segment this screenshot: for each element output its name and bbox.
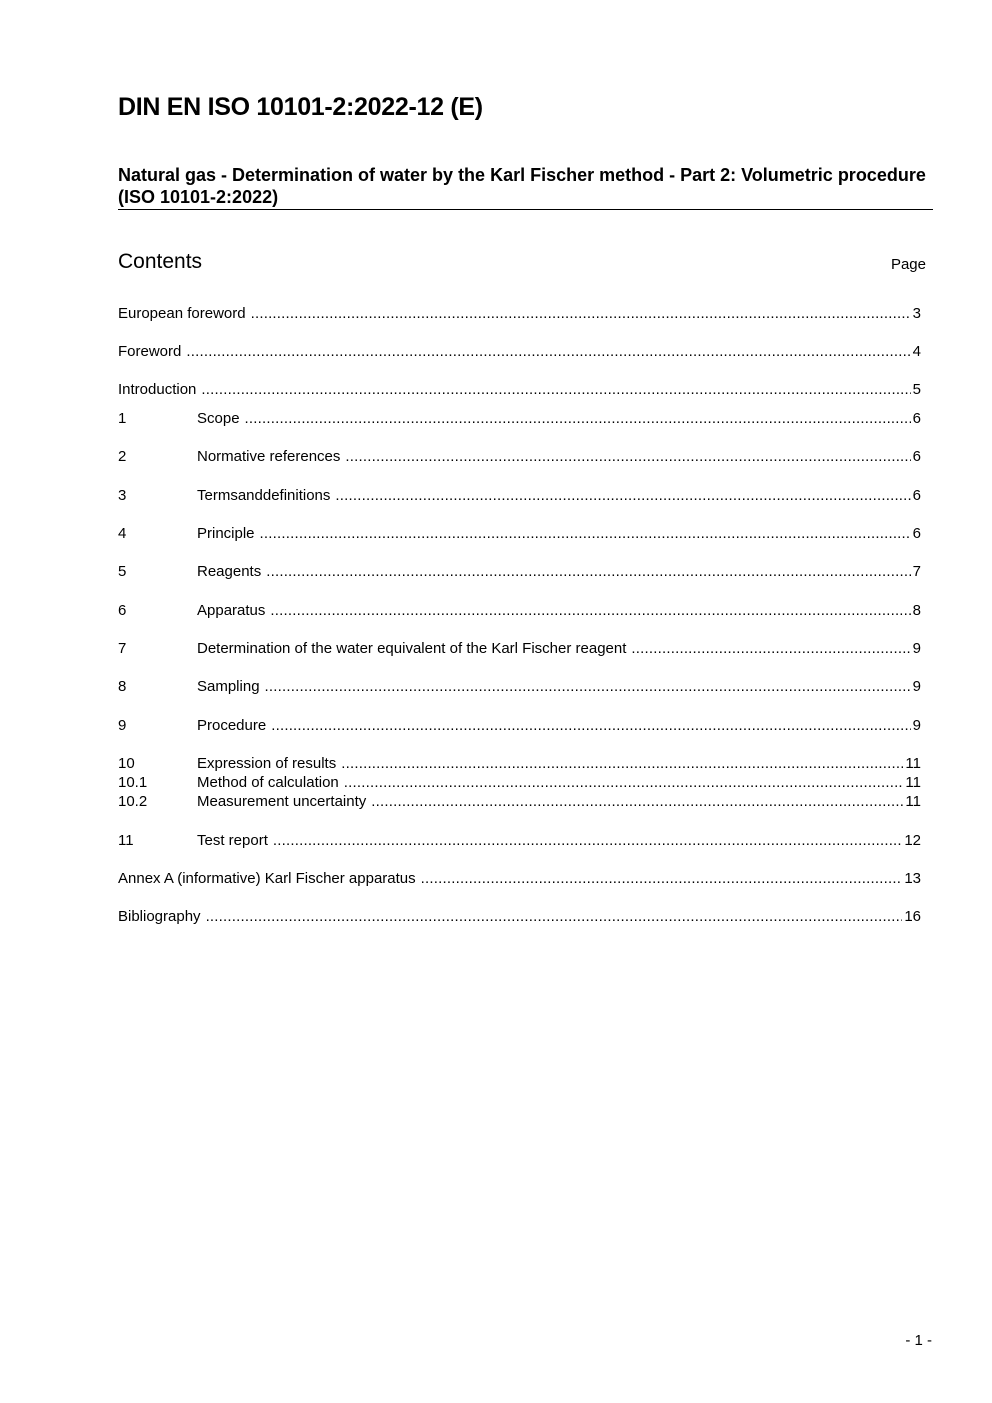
toc-entry-title: Termsanddefinitions [197,487,331,504]
toc-entry-page: 9 [912,678,921,695]
toc-entry-title: European foreword [118,305,246,322]
toc-leader-dots [421,869,903,889]
page-column-heading: Page [890,256,926,273]
toc-entry-number: 11 [118,832,134,849]
toc-entry-foreword[interactable] [118,342,921,362]
toc-leader-dots [251,304,911,324]
toc-entry-scope[interactable] [118,409,921,429]
contents-heading: Contents [118,250,203,273]
toc-entry-title: Determination of the water equivalent of the Karl Fischer reagent [197,640,627,657]
toc-entry-number: 5 [118,563,127,580]
toc-entry-page: 3 [912,305,921,322]
toc-entry-title: Method of calculation [197,774,339,791]
toc-entry-title: Procedure [197,717,267,734]
toc-entry-test-report[interactable] [118,831,921,851]
toc-entry-title: Bibliography [118,908,201,925]
toc-entry-page: 16 [904,908,921,925]
toc-entry-title: Introduction [118,381,197,398]
toc-leader-dots [271,716,910,736]
toc-entry-number: 3 [118,487,127,504]
toc-entry-page: 5 [912,381,921,398]
toc-entry-page: 11 [905,774,921,791]
toc-entry-title: Reagents [197,563,262,580]
toc-entry-principle[interactable] [118,524,921,544]
toc-leader-dots [371,792,903,812]
toc-leader-dots [265,677,911,697]
toc-entry-page: 9 [912,640,921,657]
toc-entry-page: 7 [912,563,921,580]
toc-entry-page: 4 [912,343,921,360]
toc-entry-introduction[interactable] [118,380,921,400]
toc-entry-page: 6 [912,448,921,465]
toc-entry-normative-references[interactable] [118,447,921,467]
toc-entry-title: Sampling [197,678,260,695]
toc-leader-dots [206,907,903,927]
toc-entry-number: 10 [118,755,135,772]
toc-entry-page: 11 [905,755,921,772]
toc-leader-dots [245,409,911,429]
toc-entry-title: Scope [197,410,240,427]
toc-entry-number: 10.1 [118,774,148,791]
toc-entry-title: Principle [197,525,255,542]
toc-entry-expression-of-results[interactable] [118,754,921,774]
toc-entry-page: 9 [912,717,921,734]
toc-entry-number: 7 [118,640,127,657]
toc-entry-bibliography[interactable] [118,907,921,927]
toc-leader-dots [260,524,911,544]
toc-entry-title: Expression of results [197,755,337,772]
toc-leader-dots [345,447,910,467]
toc-leader-dots [273,831,902,851]
toc-entry-number: 1 [118,410,127,427]
toc-leader-dots [266,562,910,582]
toc-leader-dots [341,754,903,774]
toc-entry-number: 8 [118,678,127,695]
document-subtitle: Natural gas - Determination of water by the Karl Fischer method - Part 2: Volumetric procedure (ISO 10101-2:2022) [118,164,933,210]
toc-entry-title: Apparatus [197,602,266,619]
table-of-contents [118,0,921,1000]
toc-entry-number: 2 [118,448,127,465]
toc-entry-number: 4 [118,525,127,542]
toc-entry-number: 10.2 [118,793,148,810]
toc-entry-page: 13 [904,870,921,887]
toc-entry-water-equivalent[interactable] [118,639,921,659]
toc-entry-terms-and-definitions[interactable] [118,486,921,506]
toc-entry-title: Foreword [118,343,182,360]
toc-entry-page: 6 [912,410,921,427]
toc-entry-title: Measurement uncertainty [197,793,367,810]
toc-leader-dots [631,639,910,659]
toc-entry-method-of-calculation[interactable] [118,773,921,793]
toc-entry-number: 6 [118,602,127,619]
toc-leader-dots [201,380,910,400]
toc-entry-page: 6 [912,525,921,542]
toc-entry-number: 9 [118,717,127,734]
toc-entry-apparatus[interactable] [118,601,921,621]
toc-entry-page: 6 [912,487,921,504]
toc-entry-page: 12 [904,832,921,849]
page-number: - 1 - [905,1332,932,1349]
toc-entry-sampling[interactable] [118,677,921,697]
toc-entry-title: Normative references [197,448,341,465]
toc-entry-page: 8 [912,602,921,619]
toc-leader-dots [344,773,904,793]
toc-entry-european-foreword[interactable] [118,304,921,324]
toc-leader-dots [270,601,910,621]
toc-entry-title: Annex A (informative) Karl Fischer apparatus [118,870,416,887]
toc-entry-measurement-uncertainty[interactable] [118,792,921,812]
toc-leader-dots [186,342,910,362]
toc-entry-annex-a[interactable] [118,869,921,889]
toc-leader-dots [335,486,910,506]
toc-entry-reagents[interactable] [118,562,921,582]
document-title: DIN EN ISO 10101-2:2022-12 (E) [118,93,483,121]
toc-entry-title: Test report [197,832,268,849]
toc-entry-page: 11 [905,793,921,810]
toc-entry-procedure[interactable] [118,716,921,736]
